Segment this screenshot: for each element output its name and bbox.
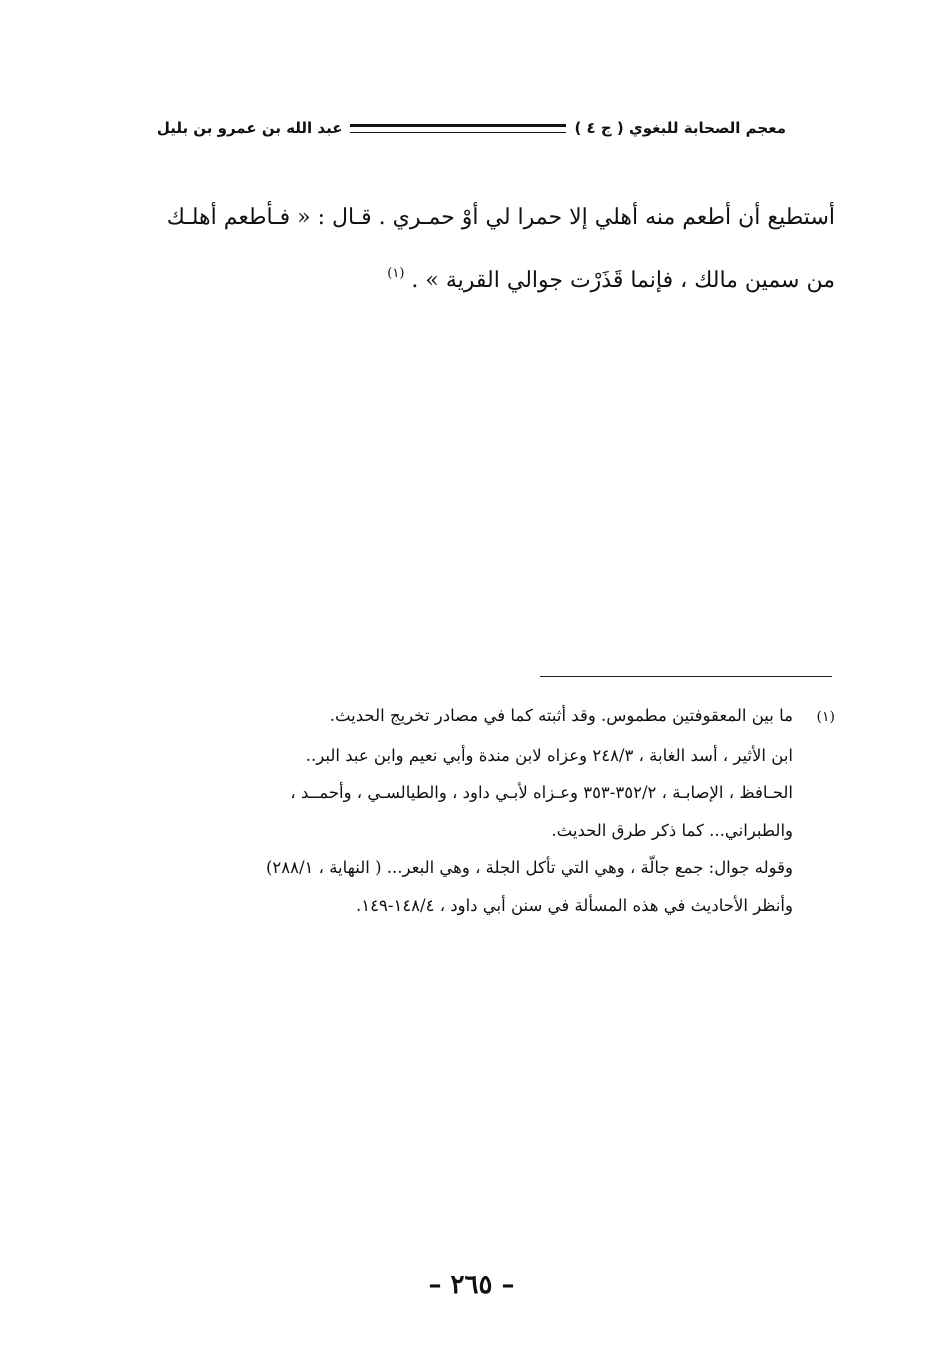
footnote-line [150, 887, 835, 925]
footnote-text: الحـافظ ، الإصابـة ، ٣٥٢/٢-٣٥٣ وعـزاه لأبـي داود ، والطيالسـي ، وأحمــد ، [290, 783, 793, 802]
footnote-line [150, 774, 835, 812]
footnote-line [150, 849, 835, 887]
header-rule [350, 124, 566, 133]
footnote-separator [540, 676, 832, 677]
footnote-line [150, 697, 835, 737]
footnote-text: والطبراني... كما ذكر طرق الحديث. [551, 820, 793, 840]
footnote-number: (١) [816, 709, 835, 725]
footnote-text: ما بين المعقوفتين مطموس. وقد أثبته كما في مصادر تخريج الحديث. [329, 706, 793, 725]
main-text [150, 190, 835, 309]
footnote-line [150, 812, 835, 850]
footnotes [150, 697, 835, 924]
footnote-text: وقوله جوال: جمع جالّة ، وهي التي تأكل الجلة ، وهي البعر... ( النهاية ، ٢٨٨/١) [265, 858, 793, 877]
footnote-text: وأنظر الأحاديث في هذه المسألة في سنن أبي داود ، ١٤٨/٤-١٤٩. [356, 895, 793, 915]
book-title: معجم الصحابة للبغوي ( ج ٤ ) [574, 119, 786, 137]
running-header [156, 113, 786, 143]
main-text-line [150, 246, 835, 309]
footnote-reference: (١) [387, 266, 405, 281]
main-text-line: أستطيع أن أطعم منه أهلي إلا حمرا لي أوْ حمـري . قـال : « فـأطعم أهلـك [166, 205, 835, 230]
page-number: – ٢٦٥ – [428, 1270, 515, 1300]
footnote-line [150, 737, 835, 775]
main-text-line-content: من سمين مالك ، فإنما قَذَرْت جوالي القرية » . [411, 268, 835, 293]
footnote-text: ابن الأثير ، أسد الغابة ، ٢٤٨/٣ وعزاه لابن مندة وأبي نعيم وابن عبد البر.. [305, 745, 793, 765]
section-title: عبد الله بن عمرو بن بليل [156, 119, 343, 137]
